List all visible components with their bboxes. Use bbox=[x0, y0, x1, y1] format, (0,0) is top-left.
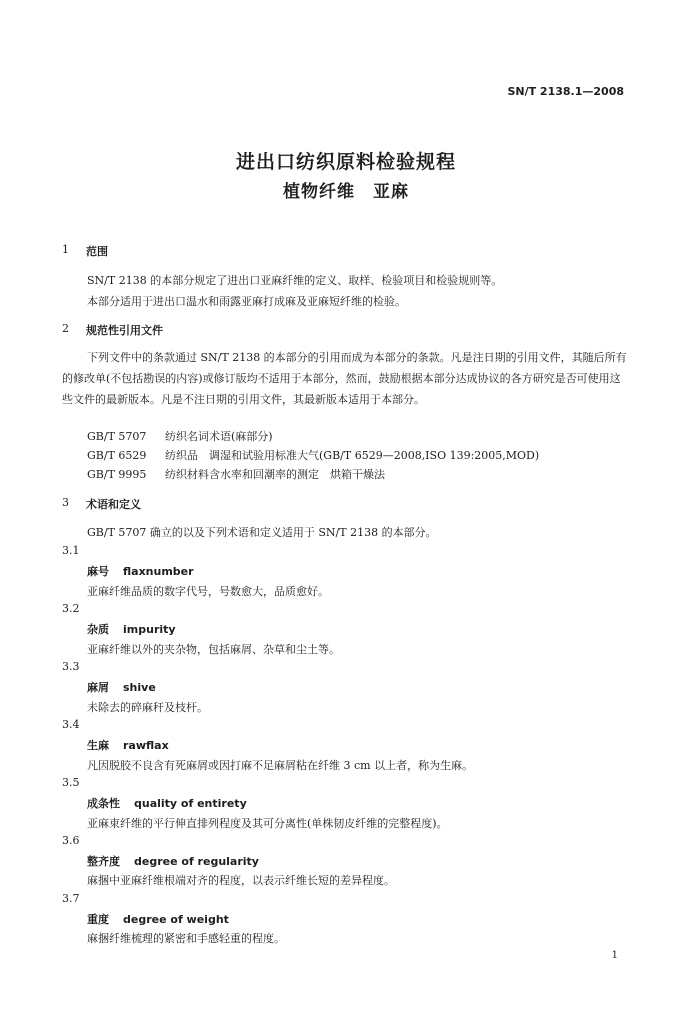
reference-title: 纺织品 调湿和试验用标准大气(GB/T 6529—2008,ISO 139:2005,MOD) bbox=[165, 449, 540, 462]
term-chinese: 重度 bbox=[87, 913, 109, 926]
section-3-intro: GB/T 5707 确立的以及下列术语和定义适用于 SN/T 2138 的本部分。 bbox=[87, 526, 437, 539]
term-number: 3.1 bbox=[62, 544, 80, 557]
term-chinese: 麻屑 bbox=[87, 681, 109, 694]
reference-item bbox=[87, 466, 385, 482]
term-definition: 凡因脱胶不良含有死麻屑或因打麻不足麻屑粘在纤维 3 cm 以上者，称为生麻。 bbox=[87, 759, 474, 772]
term-definition: 未除去的碎麻秆及枝杆。 bbox=[87, 701, 208, 714]
page-number: 1 bbox=[611, 950, 618, 961]
section-3-title: 术语和定义 bbox=[86, 498, 141, 511]
section-1-paragraph: SN/T 2138 的本部分规定了进出口亚麻纤维的定义、取样、检验项目和检验规则等。 bbox=[87, 274, 503, 287]
term-english: impurity bbox=[123, 623, 176, 636]
section-2-title: 规范性引用文件 bbox=[86, 324, 163, 337]
term-english: rawflax bbox=[123, 739, 169, 752]
term-number: 3.2 bbox=[62, 602, 80, 615]
reference-title: 纺织材料含水率和回潮率的测定 烘箱干燥法 bbox=[165, 468, 385, 481]
section-2-number: 2 bbox=[62, 322, 69, 335]
term-definition: 亚麻束纤维的平行伸直排列程度及其可分离性(单株韧皮纤维的完整程度)。 bbox=[87, 817, 448, 830]
term-english: flaxnumber bbox=[123, 565, 194, 578]
reference-code: GB/T 9995 bbox=[87, 468, 147, 481]
term-number: 3.7 bbox=[62, 892, 80, 905]
term-heading bbox=[87, 737, 169, 753]
standard-number: SN/T 2138.1—2008 bbox=[507, 85, 624, 98]
term-english: quality of entirety bbox=[134, 797, 247, 810]
term-heading bbox=[87, 911, 229, 927]
section-1-title: 范围 bbox=[86, 245, 108, 258]
term-heading bbox=[87, 621, 176, 637]
term-english: degree of weight bbox=[123, 913, 229, 926]
reference-title: 纺织名词术语(麻部分) bbox=[165, 430, 273, 443]
term-definition: 亚麻纤维品质的数字代号，号数愈大，品质愈好。 bbox=[87, 585, 329, 598]
section-2-paragraph: 下列文件中的条款通过 SN/T 2138 的本部分的引用而成为本部分的条款。凡是注日期的引用文件，其随后所有的修改单(不包括勘误的内容)或修订版均不适用于本部分，然而，鼓励根据本部分达成协议的各方研究是否可使用这些文件的最新版本。凡是不注日期的引用文件，其最新版本适用于本部分。 bbox=[62, 351, 627, 406]
term-heading bbox=[87, 679, 156, 695]
term-heading bbox=[87, 853, 259, 869]
reference-item bbox=[87, 428, 273, 444]
reference-code: GB/T 5707 bbox=[87, 430, 147, 443]
term-heading bbox=[87, 563, 194, 579]
term-number: 3.4 bbox=[62, 718, 80, 731]
term-number: 3.6 bbox=[62, 834, 80, 847]
term-chinese: 生麻 bbox=[87, 739, 109, 752]
term-chinese: 整齐度 bbox=[87, 855, 120, 868]
reference-code: GB/T 6529 bbox=[87, 449, 147, 462]
section-1-paragraph: 本部分适用于进出口温水和雨露亚麻打成麻及亚麻短纤维的检验。 bbox=[87, 295, 406, 308]
term-chinese: 杂质 bbox=[87, 623, 109, 636]
document-title: 进出口纺织原料检验规程 bbox=[235, 151, 456, 173]
section-1-number: 1 bbox=[62, 243, 69, 256]
term-definition: 亚麻纤维以外的夹杂物，包括麻屑、杂草和尘土等。 bbox=[87, 643, 340, 656]
section-3-number: 3 bbox=[62, 496, 69, 509]
term-number: 3.3 bbox=[62, 660, 80, 673]
term-chinese: 麻号 bbox=[87, 565, 109, 578]
term-number: 3.5 bbox=[62, 776, 80, 789]
term-definition: 麻捆纤维梳理的紧密和手感轻重的程度。 bbox=[87, 932, 285, 945]
term-chinese: 成条性 bbox=[87, 797, 120, 810]
term-definition: 麻捆中亚麻纤维根端对齐的程度，以表示纤维长短的差异程度。 bbox=[87, 874, 395, 887]
term-heading bbox=[87, 795, 247, 811]
reference-item bbox=[87, 447, 539, 463]
document-subtitle: 植物纤维 亚麻 bbox=[283, 182, 409, 202]
term-english: degree of regularity bbox=[134, 855, 259, 868]
term-english: shive bbox=[123, 681, 156, 694]
